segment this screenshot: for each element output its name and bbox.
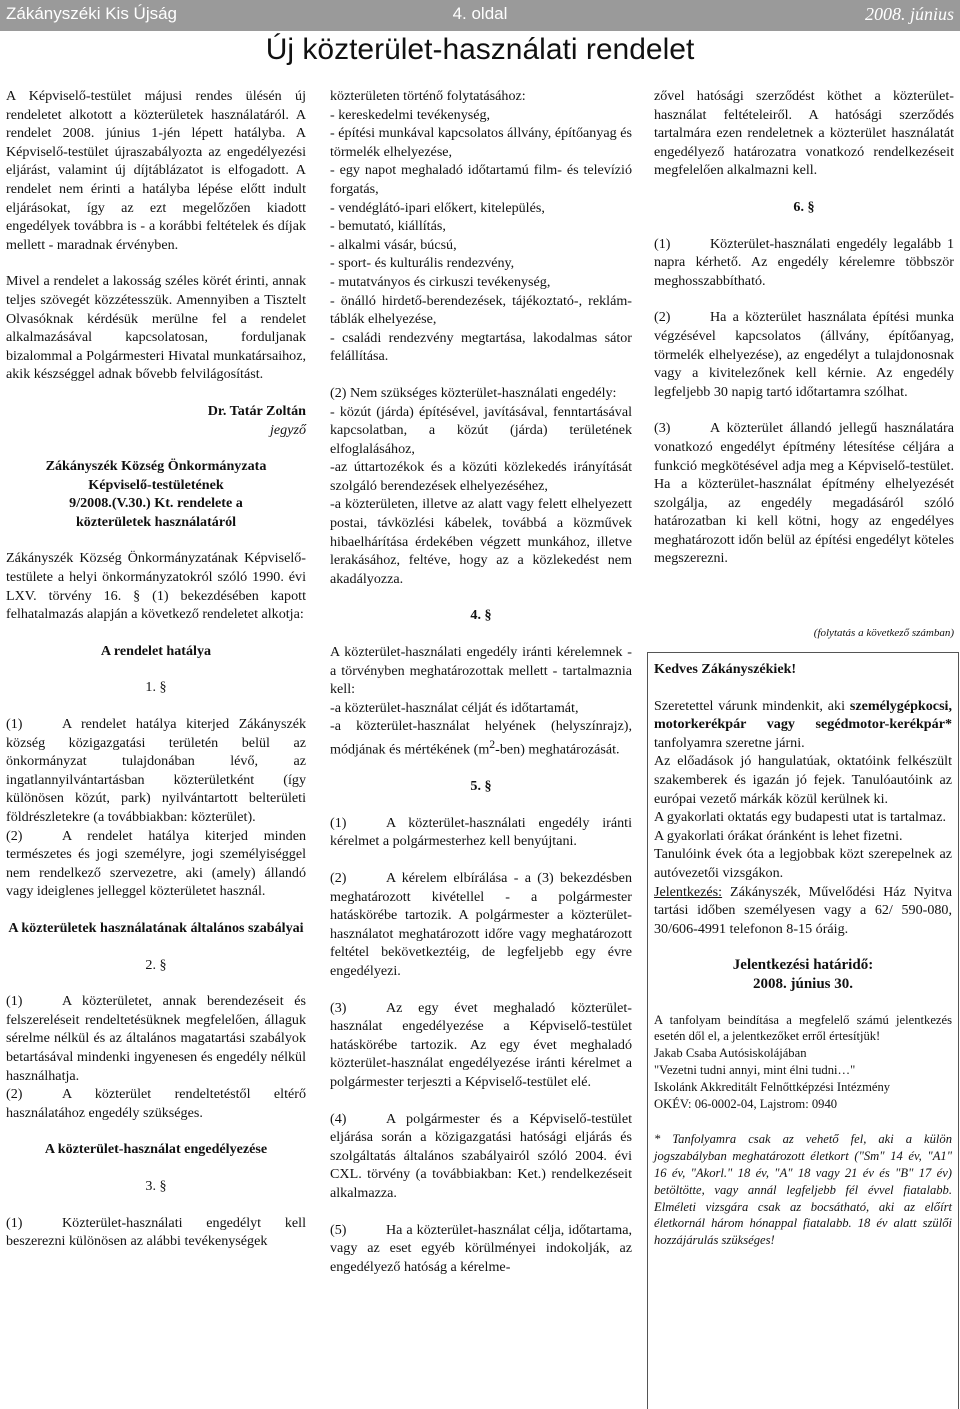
ad-school: Jakab Csaba Autósiskolájában <box>654 1046 807 1061</box>
ad-greeting: Kedves Zákányszékiek! <box>654 661 797 677</box>
decree-title-line-1: Zákányszék Község Önkormányzata <box>45 458 267 475</box>
driving-school-ad <box>654 660 952 1249</box>
activity-list-item: - kereskedelmi tevékenység, <box>330 106 491 123</box>
ad-start-note: A tanfolyam beindítása a megfelelő számú jelentkezés esetén dől el, a jelentkezőket erről értesítjük! <box>654 1012 952 1044</box>
para-6-2: (2) Ha a közterület használata építési munka végzésével kapcsolatos (állvány, építőanyag, törmelék elhelyezése), az engedélyt a tulajdonosnak vagy a kivitelezőnek kell kérnie. Az engedély legfeljebb 30 napig tartó időtartamra szólhat. <box>654 309 954 400</box>
activity-list-item: - alkalmi vásár, búcsú, <box>330 236 457 253</box>
para-4: A közterület-használati engedély iránti kérelemnek - a törvényben meghatározottak mellett - tartalmaznia kell: <box>330 644 632 698</box>
para-6-1: (1) Közterület-használati engedély legalább 1 napra kérhető. Az engedély kérelemre többször meghosszabbítható. <box>654 235 954 289</box>
exemption-list-item: - közút (járda) építésével, javításával, fenntartásával kapcsolatban, a közút (járda) területének elfoglalásához, <box>330 403 632 457</box>
para-3-1: (1) Közterület-használati engedélyt kell beszerezni különösen az alábbi tevékenységek <box>6 1214 306 1250</box>
article-title: Új közterület-használati rendelet <box>265 33 695 66</box>
exemption-list-item: -az úttartozékok és a közúti közlekedés irányítását szolgáló berendezések elhelyezéséhez, <box>330 459 632 494</box>
heading-general-rules: A közterületek használatának általános szabályai <box>8 919 304 936</box>
para-2-2: (2) A közterület rendeltetéstől eltérő használatához engedély szükséges. <box>6 1086 306 1121</box>
issue-date: 2008. június <box>864 4 954 24</box>
activity-list-item: - bemutató, kiállítás, <box>330 218 446 235</box>
ad-deadline-date: 2008. június 30. <box>752 975 854 992</box>
publication-name: Zákányszéki Kis Újság <box>6 4 178 23</box>
ad-hourly: A gyakorlati órákat óránként is lehet fizetni. <box>654 827 903 844</box>
ad-best: Tanulóink évek óta a legjobbak közt szerepelnek az autóvezetői vizsgákon. <box>654 846 952 881</box>
exemption-list-item: -a közterületen, illetve az alatt vagy felett elhelyezett postai, távközlési kábelek, továbbá a közművek hibaelhárítása érdekében végzett munkához, illetve lerakásához, feltéve, hogy az a közlekedést nem akadályozza. <box>330 496 632 587</box>
activity-list-item: - építési munkával kapcsolatos állvány, építőanyag és törmelék elhelyezése, <box>330 125 632 160</box>
signer-name: Dr. Tatár Zoltán <box>207 402 306 419</box>
para-3-1-number: (1) <box>6 1214 23 1231</box>
para-1-1-number: (1) <box>6 716 23 733</box>
ad-apply: Jelentkezés: Zákányszék, Művelődési Ház Nyitva tartási időben személyesen vagy a 62/ 590-080, 30/606-4991 telefonon 8-15 óráig. <box>654 883 952 937</box>
section-3: 3. § <box>145 1177 167 1194</box>
ad-budapest: A gyakorlati oktatás egy budapesti utat is tartalmaz. <box>654 809 946 826</box>
publish-paragraph: Mivel a rendelet a lakosság széles körét érinti, annak teljes szövegét közzétesszük. Amennyiben a Tisztelt Olvasóknak kérdésük merülne fel a rendelet alkalmazásával kapcsolatosan, forduljanak bizalommal a Polgármesteri Hivatal munkatársaihoz, akik készséggel adnak bővebb felvilágosítást. <box>6 273 306 383</box>
header-bar <box>0 0 960 31</box>
para-5-4: (4) A polgármester és a Képviselő-testület eljárása során a közigazgatási hatósági eljárás és szolgáltatás általános szabályairól szóló 2004. évi CXL. törvény (a továbbiakban: Ket.) rendelkezéseit alkalmazza. <box>330 1110 632 1201</box>
para-3-2: (2) Nem szükséges közterület-használati engedély: <box>330 384 617 401</box>
column-3 <box>654 87 954 568</box>
heading-permits: A közterület-használat engedélyezése <box>44 1141 268 1158</box>
activity-list-item: - mutatványos és cirkuszi tevékenység, <box>330 273 551 290</box>
section-1: 1. § <box>145 679 167 696</box>
para-5-2-number: (2) <box>330 870 347 887</box>
para-1-1: (1) A rendelet hatálya kiterjed Zákányszék község közigazgatási területén belül az önkormányzat tulajdonában lévő, az ingatlannyilvántartásban közterületként (így különösen közút, park) nyilvántartott belterületi földrészletekre (a továbbiakban: közterület). <box>6 716 306 825</box>
page-number: 4. oldal <box>452 4 508 23</box>
requirement-list-item: -a közterület-használat helyének (helyszínrajz), módjának és mértékének $(m^2-ben)$ meghatározását. <box>330 718 632 758</box>
continued-note: (folytatás a következő számban) <box>813 627 954 639</box>
ad-teachers: Az előadások jó hangulatúak, oktatóink felkészült szakemberek és igazán jó fejek. Tanulóautóink az európai vezető márkák közül kerülnek ki. <box>654 753 952 807</box>
decree-title-line-3: 9/2008.(V.30.) Kt. rendelete a <box>69 495 243 512</box>
ad-motto: "Vezetni tudni annyi, mint élni tudni…" <box>654 1063 856 1078</box>
para-5-4-number: (4) <box>330 1110 347 1127</box>
section-5: 5. § <box>470 778 492 795</box>
requirement-list-item: -a közterület-használat célját és időtartamát, <box>330 699 579 716</box>
para-5-1: (1) A közterület-használati engedély iránti kérelmet a polgármesterhez kell benyújtani. <box>330 814 632 850</box>
para-6-3: (3) A közterület állandó jellegű használatára vonatkozó engedélyt építmény létesítése céljára a funkció megkötésével adja meg a Képviselő-testület. Ha a közterület-használat építmény elhelyezését szolgálja, az engedély megadásáról szóló határozatban ki kell kötni, hogy az engedélyes meghatározott időn belül az építési engedélyt köteles megszerezni. <box>654 420 954 567</box>
para-2-1-number: (1) <box>6 993 23 1010</box>
activity-list-item: - vendéglátó-ipari előkert, kitelepülés, <box>330 199 545 216</box>
ad-institute: Iskolánk Akkreditált Felnőttképzési Intézmény <box>654 1080 891 1095</box>
activity-list-item: - önálló hirdető-berendezések, tájékoztató-, reklám-táblák elhelyezése, <box>330 292 632 328</box>
heading-scope: A rendelet hatálya <box>100 642 212 659</box>
para-5-5-number: (5) <box>330 1221 347 1238</box>
activity-list-item: - egy napot meghaladó időtartamú film- és televízió forgatás, <box>330 162 632 197</box>
para-2-2-number: (2) <box>6 1086 23 1103</box>
activity-list-item: - családi rendezvény megtartása, lakodalmas sátor felállítása. <box>330 329 632 365</box>
decree-title-line-4: közterületek használatáról <box>75 513 237 530</box>
para-5-5: (5) Ha a közterület-használat célja, időtartama, vagy az eset egyéb körülményei indokolják, az engedélyező hatóság a kérelme- <box>330 1221 632 1275</box>
column-1 <box>6 87 306 1251</box>
ad-deadline-label: Jelentkezési határidő: <box>732 957 874 974</box>
para-2-1: (1) A közterületet, annak berendezéseit és felszereléseit rendeltetésüknek megfelelően, állaguk sérelme nélkül és az általános magatartási szabályok betartásával mindenki ingyenesen és engedély nélkül használhatja. <box>6 993 306 1084</box>
ad-invite: Szeretettel várunk mindenkit, aki személygépkocsi, motorkerékpár vagy segédmotor-kerékpár* tanfolyamra szeretne járni. <box>654 697 952 751</box>
section-6: 6. § <box>793 198 815 215</box>
para-5-3: (3) Az egy évet meghaladó közterület-használat engedélyezése a Képviselő-testület hatáskörébe tartozik. Az egy évet meghaladó közterület-használat engedélyezése iránti kérelmet a polgármester terjeszti a Képviselő-testület elé. <box>330 999 632 1090</box>
ad-footnote: * Tanfolyamra csak az vehető fel, aki a külön jogszabályban meghatározott életkort ("Sm" 14 év, "A1" 16 év, "Akorl." 18 év, "A" 18 vagy 21 év és "B" 17 év) betöltötte, vagy annál legfeljebb fél évvel fiatalabb. Elméleti vizsgára csak az bocsátható, aki az előírt életkornál három hónappal fiatalabb. 18 év alatt szülői hozzájárulás szükséges! <box>654 1131 952 1248</box>
para-5-1-number: (1) <box>330 814 347 831</box>
para-6-1-number: (1) <box>654 235 671 252</box>
section-4: 4. § <box>470 607 492 624</box>
para-5-2: (2) A kérelem elbírálása - a (3) bekezdésben meghatározott kivétellel - a polgármester hatáskörébe tartozik. A polgármester a közterület-használatot meghatározott időre vagy meghatározott feltétel bekövetkeztéig, de legfeljebb egy évre engedélyezi. <box>330 870 632 980</box>
activities-lead: közterületen történő folytatásához: <box>330 88 526 104</box>
column-2 <box>330 87 632 1276</box>
para-5-3-number: (3) <box>330 999 347 1016</box>
para-6-2-number: (2) <box>654 309 671 326</box>
para-1-2-number: (2) <box>6 827 23 844</box>
para-1-2: (2) A rendelet hatálya kiterjed minden természetes és jogi személyre, jogi személyiséggel nem rendelkező szervezetre, aki (amely) állandó vagy ideiglenes jelleggel közterületet használ. <box>6 827 306 900</box>
para-5-5-continued: zővel hatósági szerződést köthet a közterület-használat feltételeiről. A hatósági szerződés tartalmára ezen rendeletnek a közterület használatát engedélyező határozatra vonatkozó rendelkezéseit megfelelően alkalmazni kell. <box>654 88 954 179</box>
intro-paragraph: A Képviselő-testület májusi rendes ülésén új rendeletet alkotott a közterületek használatáról. A rendelet 2008. június 1-jén lépett hatályba. A Képviselő-testület újraszabályozta az engedélyezési eljárást, valamint új díjtáblázatot is elfogadott. A rendelet nem érinti a hatályba lépése előtt indult eljárásokat, így az ezt megelőzően kiadott engedélyek továbbra is - a korábbi feltételek és díjak mellett - maradnak érvényben. <box>6 88 306 253</box>
activity-list-item: - sport- és kulturális rendezvény, <box>330 255 515 272</box>
ad-okev: OKÉV: 06-0002-04, Lajstrom: 0940 <box>654 1097 838 1112</box>
para-6-3-number: (3) <box>654 420 671 437</box>
decree-title-line-2: Képviselő-testületének <box>88 476 224 493</box>
section-2: 2. § <box>145 956 167 973</box>
preamble: Zákányszék Község Önkormányzatának Képviselő-testülete a helyi önkormányzatokról szóló 1990. évi LXV. törvény 16. § (1) bekezdésében kapott felhatalmazás alapján a következő rendeletet alkotja: <box>6 550 306 623</box>
signer-role: jegyző <box>269 421 306 438</box>
